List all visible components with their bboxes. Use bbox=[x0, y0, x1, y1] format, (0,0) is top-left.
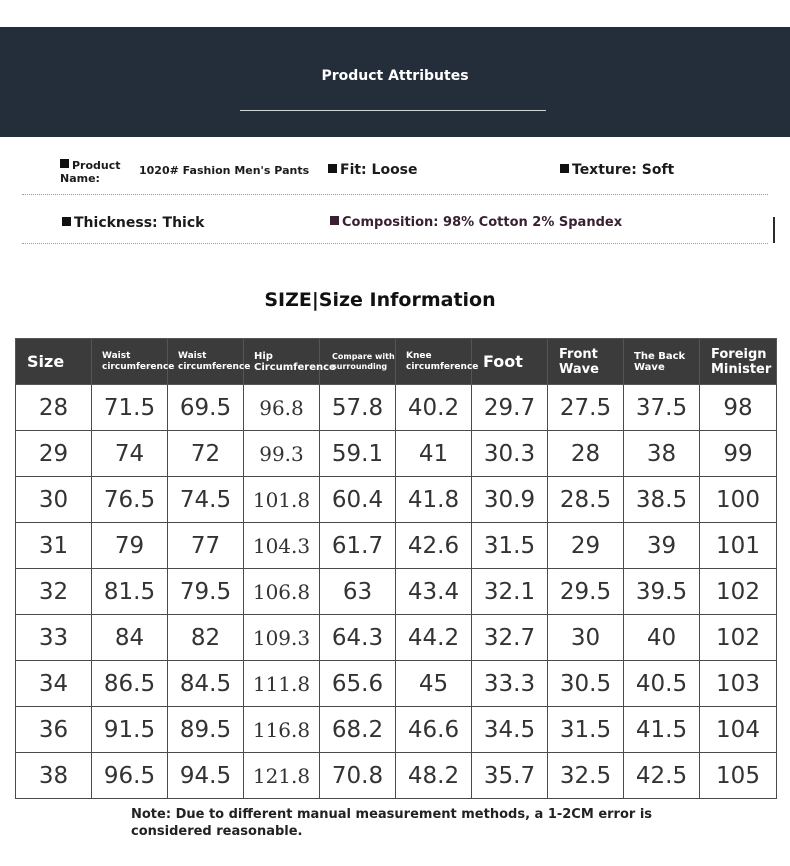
thickness-attribute bbox=[62, 215, 204, 231]
table-cell: 116.8 bbox=[244, 707, 320, 753]
table-cell: 32.1 bbox=[472, 569, 548, 615]
table-cell: 33.3 bbox=[472, 661, 548, 707]
table-row bbox=[16, 753, 777, 799]
attributes-banner bbox=[0, 27, 790, 137]
divider-dotted bbox=[22, 194, 768, 195]
table-cell: 29.5 bbox=[548, 569, 624, 615]
table-cell: 101.8 bbox=[244, 477, 320, 523]
measurement-note: Note: Due to different manual measurement methods, a 1-2CM error is considered reasonable. bbox=[131, 807, 653, 839]
table-row bbox=[16, 523, 777, 569]
table-cell: 96.5 bbox=[92, 753, 168, 799]
table-cell: 91.5 bbox=[92, 707, 168, 753]
table-cell: 86.5 bbox=[92, 661, 168, 707]
size-table-body bbox=[16, 385, 777, 799]
table-cell: 38 bbox=[16, 753, 92, 799]
banner-title: Product Attributes bbox=[321, 68, 469, 84]
table-cell: 105 bbox=[700, 753, 777, 799]
table-cell: 30 bbox=[548, 615, 624, 661]
square-bullet-icon bbox=[62, 217, 71, 226]
table-cell: 45 bbox=[396, 661, 472, 707]
header-waist-1: Waist circumference bbox=[92, 339, 168, 385]
product-name-label bbox=[60, 159, 121, 185]
table-cell: 34.5 bbox=[472, 707, 548, 753]
table-cell: 89.5 bbox=[168, 707, 244, 753]
table-cell: 44.2 bbox=[396, 615, 472, 661]
table-cell: 38 bbox=[624, 431, 700, 477]
table-cell: 99 bbox=[700, 431, 777, 477]
table-cell: 41 bbox=[396, 431, 472, 477]
size-section-title: SIZE|Size Information bbox=[264, 289, 496, 311]
table-cell: 111.8 bbox=[244, 661, 320, 707]
header-front-wave: Front Wave bbox=[548, 339, 624, 385]
texture-text: Texture: Soft bbox=[572, 162, 675, 178]
table-cell: 65.6 bbox=[320, 661, 396, 707]
table-cell: 34 bbox=[16, 661, 92, 707]
table-cell: 96.8 bbox=[244, 385, 320, 431]
table-cell: 121.8 bbox=[244, 753, 320, 799]
table-cell: 103 bbox=[700, 661, 777, 707]
composition-text: Composition: 98% Cotton 2% Spandex bbox=[342, 215, 623, 230]
table-cell: 40.2 bbox=[396, 385, 472, 431]
table-cell: 28 bbox=[16, 385, 92, 431]
table-cell: 36 bbox=[16, 707, 92, 753]
table-cell: 32.5 bbox=[548, 753, 624, 799]
header-knee: Knee circumference bbox=[396, 339, 472, 385]
table-cell: 64.3 bbox=[320, 615, 396, 661]
table-cell: 74 bbox=[92, 431, 168, 477]
table-row bbox=[16, 569, 777, 615]
table-cell: 98 bbox=[700, 385, 777, 431]
header-size: Size bbox=[16, 339, 92, 385]
table-cell: 43.4 bbox=[396, 569, 472, 615]
table-row bbox=[16, 707, 777, 753]
fit-text: Fit: Loose bbox=[340, 162, 418, 178]
table-cell: 28.5 bbox=[548, 477, 624, 523]
table-cell: 84.5 bbox=[168, 661, 244, 707]
header-foreign-minister: Foreign Minister bbox=[700, 339, 777, 385]
table-cell: 40 bbox=[624, 615, 700, 661]
table-cell: 33 bbox=[16, 615, 92, 661]
table-cell: 79.5 bbox=[168, 569, 244, 615]
table-cell: 39 bbox=[624, 523, 700, 569]
table-row bbox=[16, 661, 777, 707]
table-cell: 31 bbox=[16, 523, 92, 569]
table-row bbox=[16, 615, 777, 661]
table-cell: 30.9 bbox=[472, 477, 548, 523]
table-cell: 72 bbox=[168, 431, 244, 477]
table-cell: 32.7 bbox=[472, 615, 548, 661]
product-name-label-line1: Product bbox=[72, 159, 121, 172]
table-cell: 59.1 bbox=[320, 431, 396, 477]
table-cell: 77 bbox=[168, 523, 244, 569]
table-cell: 35.7 bbox=[472, 753, 548, 799]
texture-attribute bbox=[560, 162, 674, 178]
table-cell: 38.5 bbox=[624, 477, 700, 523]
thickness-text: Thickness: Thick bbox=[74, 215, 205, 231]
product-name-value: 1020# Fashion Men's Pants bbox=[139, 164, 310, 177]
table-cell: 46.6 bbox=[396, 707, 472, 753]
table-cell: 104.3 bbox=[244, 523, 320, 569]
table-cell: 32 bbox=[16, 569, 92, 615]
edge-mark bbox=[773, 217, 775, 243]
table-cell: 39.5 bbox=[624, 569, 700, 615]
table-cell: 84 bbox=[92, 615, 168, 661]
square-bullet-icon bbox=[560, 164, 569, 173]
header-compare: Compare with surrounding bbox=[320, 339, 396, 385]
table-header-row bbox=[16, 339, 777, 385]
table-cell: 30 bbox=[16, 477, 92, 523]
table-cell: 60.4 bbox=[320, 477, 396, 523]
composition-attribute bbox=[330, 215, 622, 230]
divider-dotted bbox=[22, 243, 768, 244]
table-cell: 42.5 bbox=[624, 753, 700, 799]
table-cell: 79 bbox=[92, 523, 168, 569]
table-cell: 71.5 bbox=[92, 385, 168, 431]
table-cell: 37.5 bbox=[624, 385, 700, 431]
header-hip: Hip Circumference bbox=[244, 339, 320, 385]
table-cell: 76.5 bbox=[92, 477, 168, 523]
table-cell: 29 bbox=[548, 523, 624, 569]
table-cell: 41.8 bbox=[396, 477, 472, 523]
header-foot: Foot bbox=[472, 339, 548, 385]
table-cell: 99.3 bbox=[244, 431, 320, 477]
table-cell: 41.5 bbox=[624, 707, 700, 753]
table-cell: 74.5 bbox=[168, 477, 244, 523]
table-cell: 42.6 bbox=[396, 523, 472, 569]
table-cell: 29.7 bbox=[472, 385, 548, 431]
table-cell: 68.2 bbox=[320, 707, 396, 753]
header-waist-2: Waist circumference bbox=[168, 339, 244, 385]
table-row bbox=[16, 385, 777, 431]
table-cell: 48.2 bbox=[396, 753, 472, 799]
size-table bbox=[15, 338, 777, 799]
square-bullet-icon bbox=[328, 164, 337, 173]
table-cell: 82 bbox=[168, 615, 244, 661]
table-cell: 100 bbox=[700, 477, 777, 523]
table-cell: 29 bbox=[16, 431, 92, 477]
table-cell: 31.5 bbox=[548, 707, 624, 753]
table-row bbox=[16, 431, 777, 477]
table-cell: 94.5 bbox=[168, 753, 244, 799]
table-cell: 101 bbox=[700, 523, 777, 569]
table-cell: 30.3 bbox=[472, 431, 548, 477]
fit-attribute bbox=[328, 162, 418, 178]
table-cell: 63 bbox=[320, 569, 396, 615]
table-cell: 109.3 bbox=[244, 615, 320, 661]
header-back-wave: The Back Wave bbox=[624, 339, 700, 385]
table-cell: 57.8 bbox=[320, 385, 396, 431]
table-cell: 104 bbox=[700, 707, 777, 753]
table-cell: 70.8 bbox=[320, 753, 396, 799]
table-cell: 102 bbox=[700, 569, 777, 615]
table-cell: 30.5 bbox=[548, 661, 624, 707]
table-cell: 28 bbox=[548, 431, 624, 477]
product-name-label-line2: Name: bbox=[60, 172, 100, 185]
table-cell: 27.5 bbox=[548, 385, 624, 431]
table-cell: 40.5 bbox=[624, 661, 700, 707]
table-cell: 102 bbox=[700, 615, 777, 661]
square-bullet-icon bbox=[60, 159, 69, 168]
table-cell: 81.5 bbox=[92, 569, 168, 615]
banner-underline bbox=[240, 110, 546, 111]
table-cell: 31.5 bbox=[472, 523, 548, 569]
table-cell: 106.8 bbox=[244, 569, 320, 615]
table-cell: 61.7 bbox=[320, 523, 396, 569]
square-bullet-icon bbox=[330, 216, 339, 225]
table-row bbox=[16, 477, 777, 523]
table-cell: 69.5 bbox=[168, 385, 244, 431]
